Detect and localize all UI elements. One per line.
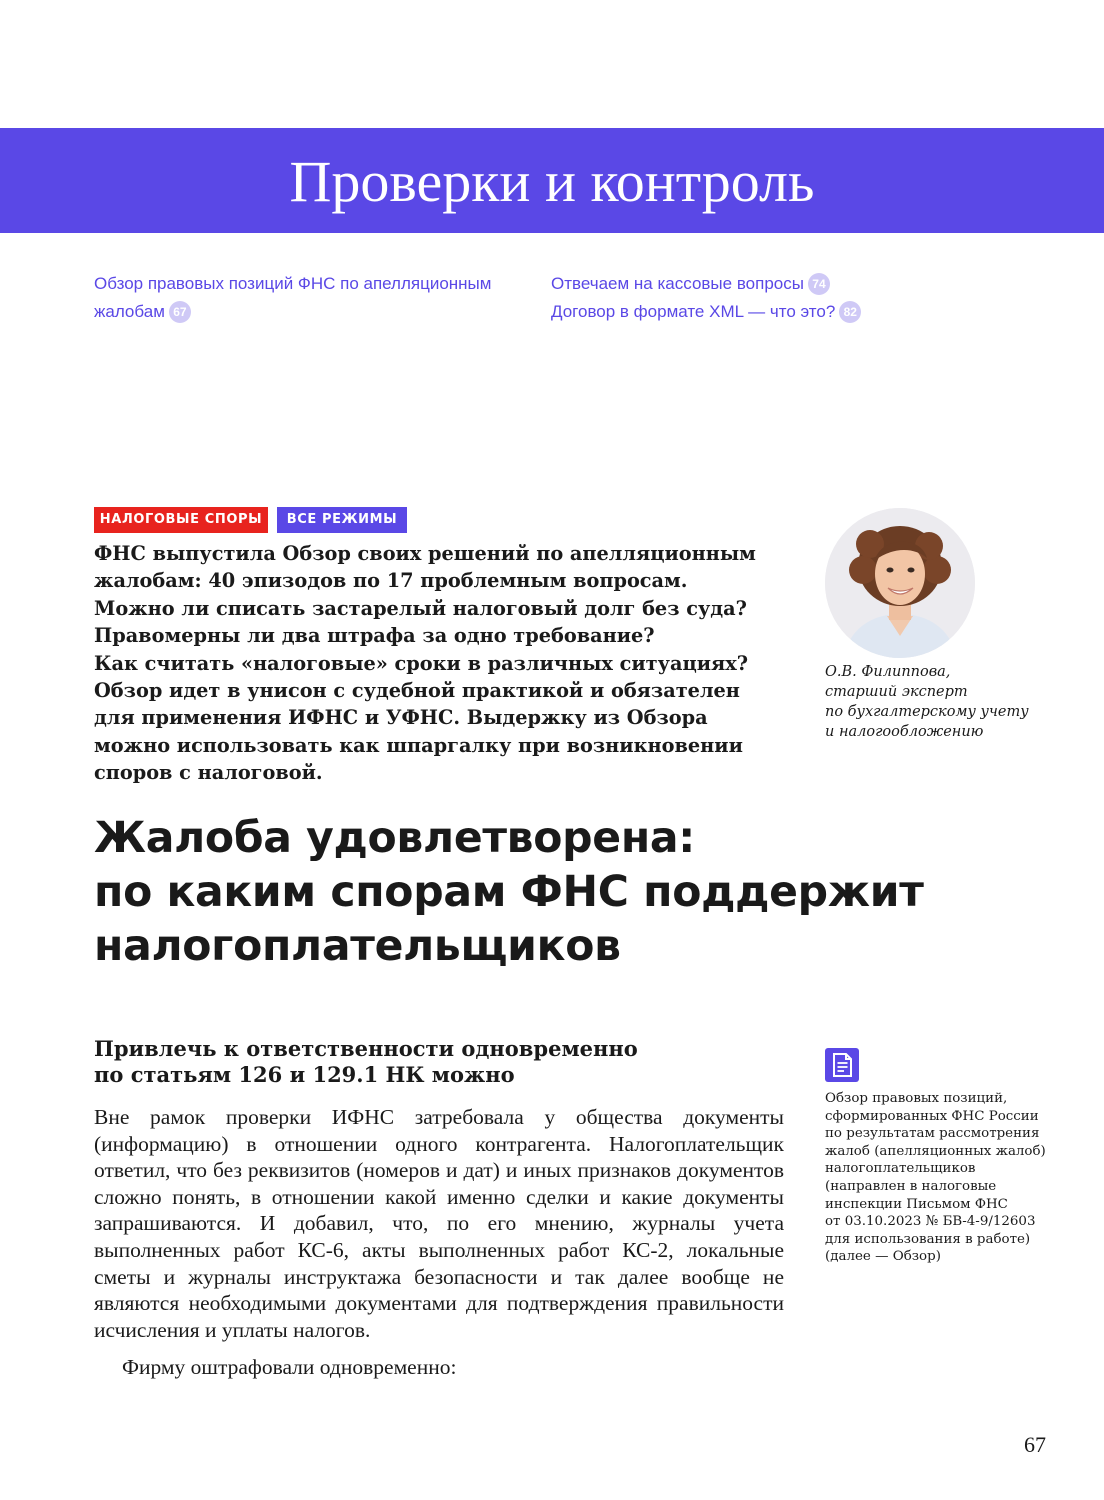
subhead-line: по статьям 126 и 129.1 НК можно <box>94 1062 515 1087</box>
page-badge: 82 <box>839 301 861 323</box>
sidenote <box>825 1090 1065 1266</box>
tag-tax-disputes[interactable]: НАЛОГОВЫЕ СПОРЫ <box>94 507 268 533</box>
banner-scalloped-edge <box>0 229 1104 237</box>
page-badge: 67 <box>169 301 191 323</box>
section-banner <box>0 128 1104 233</box>
sidenote-line: Обзор правовых позиций, <box>825 1091 1008 1106</box>
tag-all-regimes[interactable]: ВСЕ РЕЖИМЫ <box>277 507 407 533</box>
lead-line: ФНС выпустила Обзор своих решений по апелляционным <box>94 542 756 565</box>
toc-link-xml-contract[interactable] <box>551 298 951 326</box>
sidenote-line: жалоб (апелляционных жалоб) <box>825 1143 1046 1159</box>
toc-link-appeals-review[interactable] <box>94 270 514 326</box>
author-photo <box>825 508 975 658</box>
lead-line: Как считать «налоговые» сроки в различных ситуациях? <box>94 651 749 675</box>
section-subheading <box>94 1036 794 1088</box>
section-title: Проверки и контроль <box>289 149 815 214</box>
body-paragraph: Фирму оштрафовали одновременно: <box>122 1355 457 1379</box>
lead-line: для применения ИФНС и УФНС. Выдержку из Обзора <box>94 706 708 730</box>
lead-line: Можно ли списать застарелый налоговый долг без суда? <box>94 596 747 620</box>
toc-link-label-line1: Обзор правовых позиций ФНС по апелляционным <box>94 274 492 293</box>
lead-line: Правомерны ли два штрафа за одно требование? <box>94 624 655 648</box>
headline-line: налогоплательщиков <box>94 922 621 971</box>
headline-line: Жалоба удовлетворена: <box>94 814 695 863</box>
article-headline <box>94 812 1084 974</box>
sidenote-line: сформированных ФНС России <box>825 1108 1039 1124</box>
toc-link-label-line2: жалобам <box>94 302 165 321</box>
sidenote-line: (направлен в налоговые <box>825 1178 997 1194</box>
body-paragraph: Вне рамок проверки ИФНС затребовала у общества документы (информацию) в отношении одного контрагента. Налогоплательщик ответил, что без реквизитов (номеров и дат) и иных признаков документов сложно понять, в отношении какой именно сделки и какие документы запрашиваются. И добавил, что, по его мнению, журналы учета выполненных работ КС-6, акты выполненных работ КС-2, локальные сметы и журналы инструктажа безопасности и так далее вообще не являются необходимыми документами для подтверждения правильности исчисления и уплаты налогов. <box>94 1105 784 1342</box>
toc-link-cash-questions[interactable] <box>551 270 951 298</box>
toc-link-label: Отвечаем на кассовые вопросы <box>551 274 804 293</box>
sidenote-line: для использования в работе) <box>825 1231 1031 1247</box>
headline-line: по каким спорам ФНС поддержит <box>94 868 924 917</box>
page-number: 67 <box>1024 1432 1046 1457</box>
lead-line: споров с налоговой. <box>94 761 323 785</box>
sidenote-line: (далее — Обзор) <box>825 1249 941 1265</box>
author-line: старший эксперт <box>825 684 968 700</box>
author-line: по бухгалтерскому учету <box>825 704 1029 720</box>
page-badge: 74 <box>808 273 830 295</box>
author-line: О.В. Филиппова, <box>825 664 951 680</box>
sidenote-line: по результатам рассмотрения <box>825 1126 1040 1142</box>
author-line: и налогообложению <box>825 724 984 740</box>
sidenote-line: инспекции Письмом ФНС <box>825 1196 1008 1212</box>
subhead-line: Привлечь к ответственности одновременно <box>94 1036 638 1061</box>
document-icon <box>825 1048 859 1082</box>
lead-paragraph <box>94 540 794 787</box>
lead-line: Обзор идет в унисон с судебной практикой и обязателен <box>94 679 740 703</box>
author-caption <box>825 662 1055 742</box>
toc-link-label: Договор в формате XML — что это? <box>551 302 836 321</box>
lead-line: можно использовать как шпаргалку при возникновении <box>94 733 743 757</box>
lead-line: жалобам: 40 эпизодов по 17 проблемным вопросам. <box>94 569 688 593</box>
sidenote-line: налогоплательщиков <box>825 1161 976 1177</box>
sidenote-line: от 03.10.2023 № БВ-4-9/12603 <box>825 1214 1036 1230</box>
